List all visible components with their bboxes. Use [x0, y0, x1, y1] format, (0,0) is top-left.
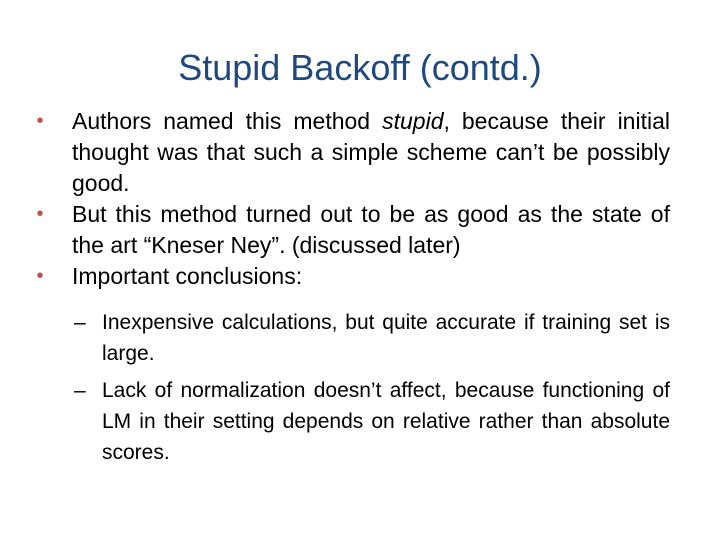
bullet-text: But this method turned out to be as good as the state of the art “Kneser Ney”. (discussed later)	[72, 201, 670, 258]
bullet-text-emphasis: stupid	[382, 108, 444, 134]
sub-bullet-list	[30, 307, 670, 468]
bullet-item	[30, 261, 670, 292]
slide-title: Stupid Backoff (contd.)	[178, 47, 542, 88]
bullet-item	[30, 106, 670, 199]
bullet-marker: •	[36, 203, 44, 225]
slide-body	[30, 106, 670, 474]
bullet-marker: •	[36, 110, 44, 132]
sub-bullet-marker: –	[74, 379, 86, 402]
bullet-text-part: Authors named this method	[72, 108, 383, 134]
bullet-text-part: , because their initial thought was that such a simple scheme can’t be possibly good.	[72, 108, 670, 196]
sub-bullet-item	[74, 307, 670, 369]
bullet-item	[30, 199, 670, 261]
bullet-text: Important conclusions:	[72, 263, 303, 289]
sub-bullet-marker: –	[74, 311, 86, 334]
sub-bullet-item	[74, 375, 670, 468]
sub-bullet-text: Inexpensive calculations, but quite accurate if training set is large.	[102, 311, 670, 365]
bullet-marker: •	[36, 265, 44, 287]
sub-bullet-text: Lack of normalization doesn’t affect, because functioning of LM in their setting depends on relative rather than absolute scores.	[102, 379, 670, 464]
